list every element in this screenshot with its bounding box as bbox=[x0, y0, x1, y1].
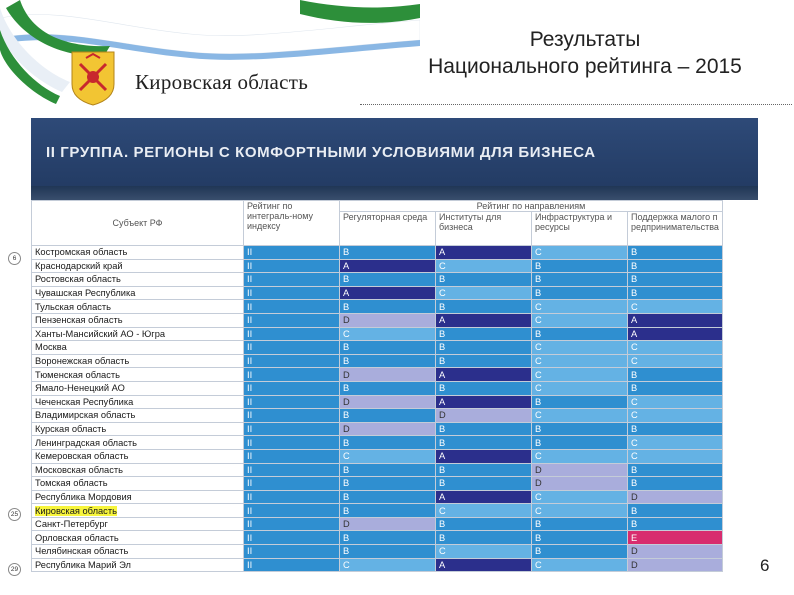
reg-grade-cell: B bbox=[340, 490, 436, 504]
reg-grade-cell: B bbox=[340, 504, 436, 518]
support-grade-cell: D bbox=[628, 490, 723, 504]
infra-grade-cell: C bbox=[532, 449, 628, 463]
rating-body bbox=[32, 246, 723, 572]
table-row bbox=[32, 354, 723, 368]
reg-grade-cell: D bbox=[340, 395, 436, 409]
inst-grade-cell: B bbox=[436, 300, 532, 314]
col-reg-header: Регуляторная среда bbox=[340, 212, 436, 246]
infra-grade-cell: C bbox=[532, 313, 628, 327]
integral-rating-cell: II bbox=[244, 327, 340, 341]
region-name-cell: Республика Мордовия bbox=[32, 490, 244, 504]
table-row bbox=[32, 286, 723, 300]
header-divider bbox=[360, 104, 792, 105]
table-row bbox=[32, 341, 723, 355]
integral-rating-cell: II bbox=[244, 477, 340, 491]
infra-grade-cell: C bbox=[532, 341, 628, 355]
integral-rating-cell: II bbox=[244, 463, 340, 477]
region-name-cell: Костромская область bbox=[32, 246, 244, 260]
support-grade-cell: A bbox=[628, 313, 723, 327]
reg-grade-cell: B bbox=[340, 409, 436, 423]
infra-grade-cell: B bbox=[532, 327, 628, 341]
region-name-cell: Чувашская Республика bbox=[32, 286, 244, 300]
support-grade-cell: B bbox=[628, 477, 723, 491]
integral-rating-cell: II bbox=[244, 300, 340, 314]
region-name-cell: Краснодарский край bbox=[32, 259, 244, 273]
infra-grade-cell: B bbox=[532, 531, 628, 545]
infra-grade-cell: B bbox=[532, 545, 628, 559]
region-name-cell: Воронежская область bbox=[32, 354, 244, 368]
col-infra-header: Инфраструктура и ресурсы bbox=[532, 212, 628, 246]
table-row bbox=[32, 531, 723, 545]
slide-title-line1: Результаты bbox=[529, 28, 641, 51]
table-row bbox=[32, 545, 723, 559]
table-row bbox=[32, 259, 723, 273]
inst-grade-cell: B bbox=[436, 463, 532, 477]
region-name-cell: Ленинградская область bbox=[32, 436, 244, 450]
inst-grade-cell: B bbox=[436, 422, 532, 436]
region-name-cell: Республика Марий Эл bbox=[32, 558, 244, 572]
integral-rating-cell: II bbox=[244, 531, 340, 545]
inst-grade-cell: B bbox=[436, 436, 532, 450]
region-name-cell: Кемеровская область bbox=[32, 449, 244, 463]
infra-grade-cell: C bbox=[532, 409, 628, 423]
reg-grade-cell: B bbox=[340, 273, 436, 287]
infra-grade-cell: C bbox=[532, 354, 628, 368]
region-name-cell: Пензенская область bbox=[32, 313, 244, 327]
table-row bbox=[32, 395, 723, 409]
region-name-cell: Чеченская Республика bbox=[32, 395, 244, 409]
inst-grade-cell: B bbox=[436, 273, 532, 287]
inst-grade-cell: A bbox=[436, 490, 532, 504]
integral-rating-cell: II bbox=[244, 354, 340, 368]
integral-rating-cell: II bbox=[244, 381, 340, 395]
table-row bbox=[32, 436, 723, 450]
inst-grade-cell: B bbox=[436, 341, 532, 355]
inst-grade-cell: A bbox=[436, 558, 532, 572]
support-grade-cell: B bbox=[628, 381, 723, 395]
table-row bbox=[32, 409, 723, 423]
infra-grade-cell: C bbox=[532, 300, 628, 314]
inst-grade-cell: A bbox=[436, 313, 532, 327]
infra-grade-cell: B bbox=[532, 273, 628, 287]
table-row bbox=[32, 422, 723, 436]
rank-marker: 29 bbox=[8, 563, 21, 576]
support-grade-cell: B bbox=[628, 246, 723, 260]
infra-grade-cell: C bbox=[532, 368, 628, 382]
inst-grade-cell: B bbox=[436, 531, 532, 545]
infra-grade-cell: C bbox=[532, 246, 628, 260]
support-grade-cell: B bbox=[628, 273, 723, 287]
inst-grade-cell: A bbox=[436, 368, 532, 382]
inst-grade-cell: A bbox=[436, 246, 532, 260]
col-inst-header: Институты для бизнеса bbox=[436, 212, 532, 246]
coat-of-arms-icon bbox=[70, 50, 116, 106]
inst-grade-cell: A bbox=[436, 449, 532, 463]
reg-grade-cell: A bbox=[340, 286, 436, 300]
slide-title-line2: Национального рейтинга – 2015 bbox=[428, 55, 742, 78]
slide-title bbox=[395, 26, 775, 80]
infra-grade-cell: C bbox=[532, 490, 628, 504]
region-name: Кировская область bbox=[135, 70, 309, 94]
page-number: 6 bbox=[760, 556, 770, 575]
banner-title: II ГРУППА. РЕГИОНЫ С КОМФОРТНЫМИ УСЛОВИЯМИ ДЛЯ БИЗНЕСА bbox=[46, 144, 596, 161]
inst-grade-cell: B bbox=[436, 381, 532, 395]
support-grade-cell: C bbox=[628, 436, 723, 450]
infra-grade-cell: D bbox=[532, 477, 628, 491]
reg-grade-cell: C bbox=[340, 449, 436, 463]
table-row bbox=[32, 490, 723, 504]
inst-grade-cell: C bbox=[436, 259, 532, 273]
reg-grade-cell: B bbox=[340, 436, 436, 450]
inst-grade-cell: A bbox=[436, 395, 532, 409]
region-name-cell: Ханты-Мансийский АО - Югра bbox=[32, 327, 244, 341]
rank-marker: 6 bbox=[8, 252, 21, 265]
support-grade-cell: B bbox=[628, 368, 723, 382]
banner-shadow bbox=[31, 186, 758, 200]
support-grade-cell: A bbox=[628, 327, 723, 341]
table-row bbox=[32, 327, 723, 341]
infra-grade-cell: D bbox=[532, 463, 628, 477]
integral-rating-cell: II bbox=[244, 449, 340, 463]
table-row bbox=[32, 449, 723, 463]
integral-rating-cell: II bbox=[244, 436, 340, 450]
integral-rating-cell: II bbox=[244, 313, 340, 327]
infra-grade-cell: C bbox=[532, 504, 628, 518]
support-grade-cell: B bbox=[628, 504, 723, 518]
region-name-cell: Владимирская область bbox=[32, 409, 244, 423]
infra-grade-cell: B bbox=[532, 259, 628, 273]
integral-rating-cell: II bbox=[244, 395, 340, 409]
infra-grade-cell: B bbox=[532, 517, 628, 531]
rating-table bbox=[31, 200, 723, 572]
reg-grade-cell: B bbox=[340, 531, 436, 545]
table-row bbox=[32, 273, 723, 287]
reg-grade-cell: A bbox=[340, 259, 436, 273]
integral-rating-cell: II bbox=[244, 504, 340, 518]
inst-grade-cell: B bbox=[436, 517, 532, 531]
region-name-cell: Москва bbox=[32, 341, 244, 355]
inst-grade-cell: C bbox=[436, 286, 532, 300]
reg-grade-cell: B bbox=[340, 477, 436, 491]
region-name-cell: Курская область bbox=[32, 422, 244, 436]
inst-grade-cell: C bbox=[436, 504, 532, 518]
reg-grade-cell: B bbox=[340, 545, 436, 559]
reg-grade-cell: C bbox=[340, 327, 436, 341]
inst-grade-cell: D bbox=[436, 409, 532, 423]
reg-grade-cell: C bbox=[340, 558, 436, 572]
inst-grade-cell: B bbox=[436, 354, 532, 368]
reg-grade-cell: D bbox=[340, 368, 436, 382]
infra-grade-cell: C bbox=[532, 381, 628, 395]
col-support-header: Поддержка малого предпринимательства bbox=[628, 212, 723, 246]
infra-grade-cell: B bbox=[532, 422, 628, 436]
rank-marker: 25 bbox=[8, 508, 21, 521]
table-row bbox=[32, 313, 723, 327]
infra-grade-cell: B bbox=[532, 436, 628, 450]
support-grade-cell: C bbox=[628, 395, 723, 409]
region-name-cell: Томская область bbox=[32, 477, 244, 491]
reg-grade-cell: B bbox=[340, 381, 436, 395]
integral-rating-cell: II bbox=[244, 490, 340, 504]
reg-grade-cell: D bbox=[340, 422, 436, 436]
region-name-cell: Орловская область bbox=[32, 531, 244, 545]
support-grade-cell: D bbox=[628, 545, 723, 559]
region-name-cell: Кировская область bbox=[32, 504, 244, 518]
integral-rating-cell: II bbox=[244, 341, 340, 355]
inst-grade-cell: B bbox=[436, 327, 532, 341]
table-row bbox=[32, 517, 723, 531]
reg-grade-cell: B bbox=[340, 246, 436, 260]
integral-rating-cell: II bbox=[244, 273, 340, 287]
integral-rating-cell: II bbox=[244, 409, 340, 423]
support-grade-cell: E bbox=[628, 531, 723, 545]
region-name-cell: Тульская область bbox=[32, 300, 244, 314]
support-grade-cell: C bbox=[628, 341, 723, 355]
inst-grade-cell: B bbox=[436, 477, 532, 491]
col-integral-header: Рейтинг по интеграль-ному индексу bbox=[244, 201, 340, 246]
support-grade-cell: D bbox=[628, 558, 723, 572]
support-grade-cell: C bbox=[628, 354, 723, 368]
region-name-cell: Ямало-Ненецкий АО bbox=[32, 381, 244, 395]
col-subject-header: Субъект РФ bbox=[32, 201, 244, 246]
support-grade-cell: B bbox=[628, 517, 723, 531]
table-row bbox=[32, 381, 723, 395]
integral-rating-cell: II bbox=[244, 259, 340, 273]
inst-grade-cell: C bbox=[436, 545, 532, 559]
integral-rating-cell: II bbox=[244, 545, 340, 559]
reg-grade-cell: B bbox=[340, 341, 436, 355]
support-grade-cell: B bbox=[628, 422, 723, 436]
infra-grade-cell: B bbox=[532, 395, 628, 409]
support-grade-cell: B bbox=[628, 259, 723, 273]
table-row bbox=[32, 463, 723, 477]
reg-grade-cell: B bbox=[340, 354, 436, 368]
region-name-cell: Московская область bbox=[32, 463, 244, 477]
support-grade-cell: C bbox=[628, 409, 723, 423]
infra-grade-cell: C bbox=[532, 558, 628, 572]
support-grade-cell: B bbox=[628, 463, 723, 477]
infra-grade-cell: B bbox=[532, 286, 628, 300]
region-name-cell: Санкт-Петербург bbox=[32, 517, 244, 531]
reg-grade-cell: B bbox=[340, 463, 436, 477]
reg-grade-cell: D bbox=[340, 313, 436, 327]
table-row bbox=[32, 300, 723, 314]
support-grade-cell: B bbox=[628, 286, 723, 300]
table-row bbox=[32, 246, 723, 260]
integral-rating-cell: II bbox=[244, 368, 340, 382]
reg-grade-cell: B bbox=[340, 300, 436, 314]
col-directions-header: Рейтинг по направлениям bbox=[340, 201, 723, 212]
region-name-cell: Тюменская область bbox=[32, 368, 244, 382]
integral-rating-cell: II bbox=[244, 517, 340, 531]
support-grade-cell: C bbox=[628, 449, 723, 463]
support-grade-cell: C bbox=[628, 300, 723, 314]
table-row bbox=[32, 504, 723, 518]
integral-rating-cell: II bbox=[244, 558, 340, 572]
integral-rating-cell: II bbox=[244, 246, 340, 260]
integral-rating-cell: II bbox=[244, 286, 340, 300]
table-row bbox=[32, 477, 723, 491]
table-row bbox=[32, 558, 723, 572]
table-row bbox=[32, 368, 723, 382]
reg-grade-cell: D bbox=[340, 517, 436, 531]
region-name-cell: Челябинская область bbox=[32, 545, 244, 559]
region-name-cell: Ростовская область bbox=[32, 273, 244, 287]
integral-rating-cell: II bbox=[244, 422, 340, 436]
